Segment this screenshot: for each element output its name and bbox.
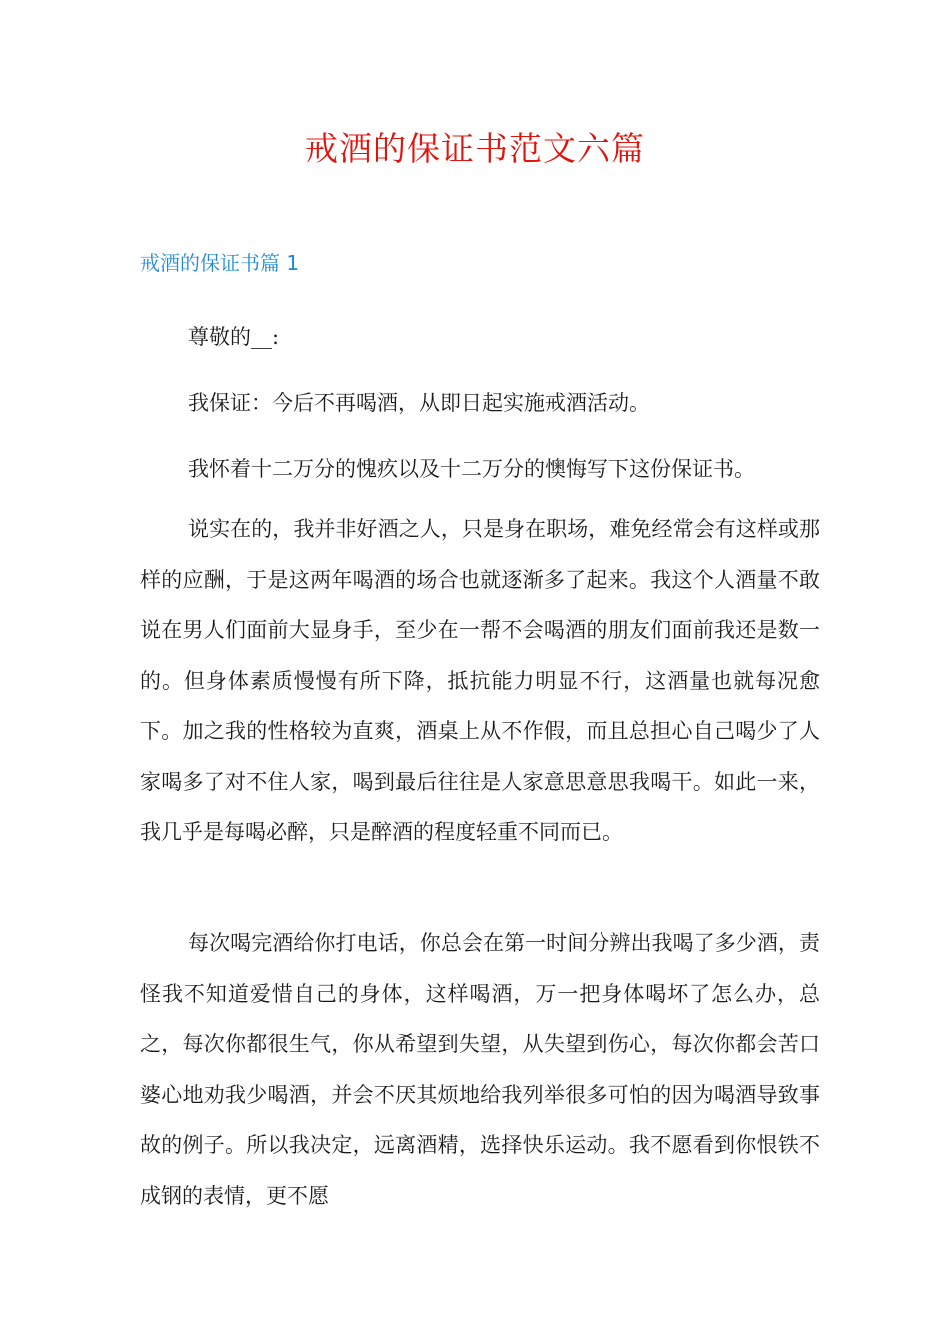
- document-title: 戒酒的保证书范文六篇: [305, 129, 645, 168]
- paragraph-background: 说实在的，我并非好酒之人，只是身在职场，难免经常会有这样或那样的应酬，于是这两年喝酒的场合也就逐渐多了起来。我这个人酒量不敢说在男人们面前大显身手，至少在一帮不会喝酒的朋友们面前我还是数一的。但身体素质慢慢有所下降，抵抗能力明显不行，这酒量也就每况愈下。加之我的性格较为直爽，酒桌上从不作假，而且总担心自己喝少了人家喝多了对不住人家，喝到最后往往是人家意思意思我喝干。如此一来，我几乎是每喝必醉，只是醉酒的程度轻重不同而已。: [140, 517, 820, 844]
- salutation: 尊敬的__:: [188, 325, 280, 349]
- section-heading: 戒酒的保证书篇 1: [140, 251, 300, 275]
- paragraph-phone-calls: 每次喝完酒给你打电话，你总会在第一时间分辨出我喝了多少酒，责怪我不知道爱惜自己的身体，这样喝酒，万一把身体喝坏了怎么办，总之，每次你都很生气，你从希望到失望，从失望到伤心，每次你都会苦口婆心地劝我少喝酒，并会不厌其烦地给我列举很多可怕的因为喝酒导致事故的例子。所以我决定，远离酒精，选择快乐运动。我不愿看到你恨铁不成钢的表情，更不愿: [140, 931, 820, 1208]
- paragraph-pledge: 我保证：今后不再喝酒，从即日起实施戒酒活动。: [188, 391, 650, 415]
- paragraph-remorse: 我怀着十二万分的愧疚以及十二万分的懊悔写下这份保证书。: [188, 457, 755, 481]
